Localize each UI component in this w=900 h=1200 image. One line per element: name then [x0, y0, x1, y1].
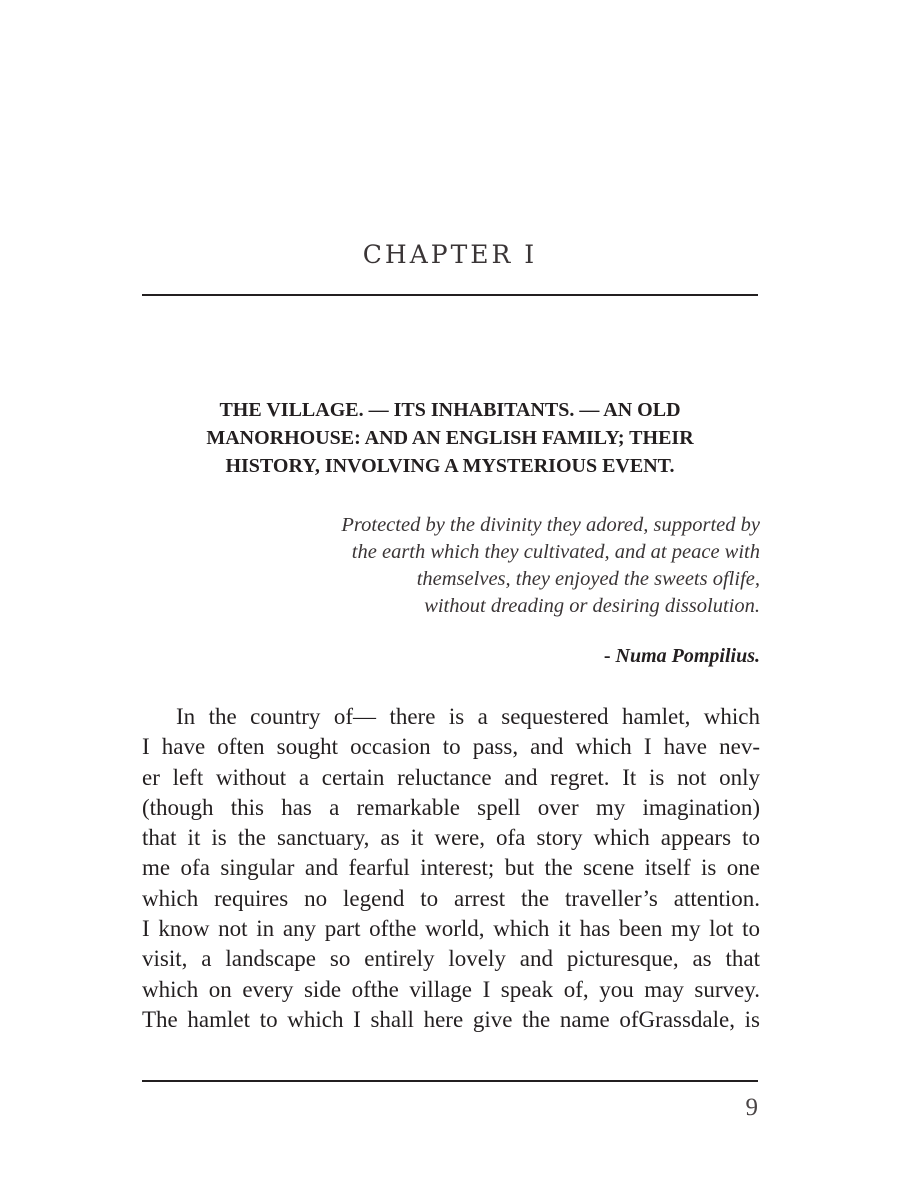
page-number: 9 [745, 1094, 758, 1121]
bottom-divider [142, 1080, 758, 1082]
body-line: (though this has a remarkable spell over my imagination) [142, 794, 760, 820]
body-text [142, 702, 760, 1035]
body-line: In the country of— there is a sequestered hamlet, which [176, 704, 760, 729]
epigraph-attribution [400, 645, 760, 668]
body-line: visit, a landscape so entirely lovely and picturesque, as that [142, 946, 760, 972]
epigraph-line: themselves, they enjoyed the sweets oflife, [416, 568, 760, 590]
subtitle-line: THE VILLAGE. — ITS INHABITANTS. — AN OLD [219, 399, 681, 421]
body-line: that it is the sanctuary, as it were, ofa story which appears to [142, 825, 760, 851]
body-line: I know not in any part ofthe world, which it has been my lot to [142, 916, 760, 942]
attribution-name: Numa Pompilius. [615, 645, 760, 667]
epigraph [280, 512, 760, 620]
body-line: me ofa singular and fearful interest; but the scene itself is one [142, 855, 760, 881]
epigraph-line: Protected by the divinity they adored, supported by [341, 514, 760, 536]
chapter-heading: CHAPTER I [362, 240, 538, 269]
top-divider [142, 294, 758, 296]
subtitle-line: MANORHOUSE: AND AN ENGLISH FAMILY; THEIR [206, 427, 694, 449]
epigraph-line: the earth which they cultivated, and at peace with [351, 541, 760, 563]
body-line: er left without a certain reluctance and regret. It is not only [142, 764, 760, 790]
chapter-subtitle [150, 396, 750, 480]
attribution-dash: - [603, 645, 616, 667]
subtitle-line: HISTORY, INVOLVING A MYSTERIOUS EVENT. [225, 455, 675, 477]
body-line: I have often sought occasion to pass, and which I have nev- [142, 734, 760, 760]
epigraph-line: without dreading or desiring dissolution. [424, 595, 760, 617]
body-line: which requires no legend to arrest the traveller’s attention. [142, 885, 760, 911]
body-line: The hamlet to which I shall here give the name ofGrassdale, is [142, 1006, 760, 1032]
body-line: which on every side ofthe village I speak of, you may survey. [142, 976, 760, 1002]
